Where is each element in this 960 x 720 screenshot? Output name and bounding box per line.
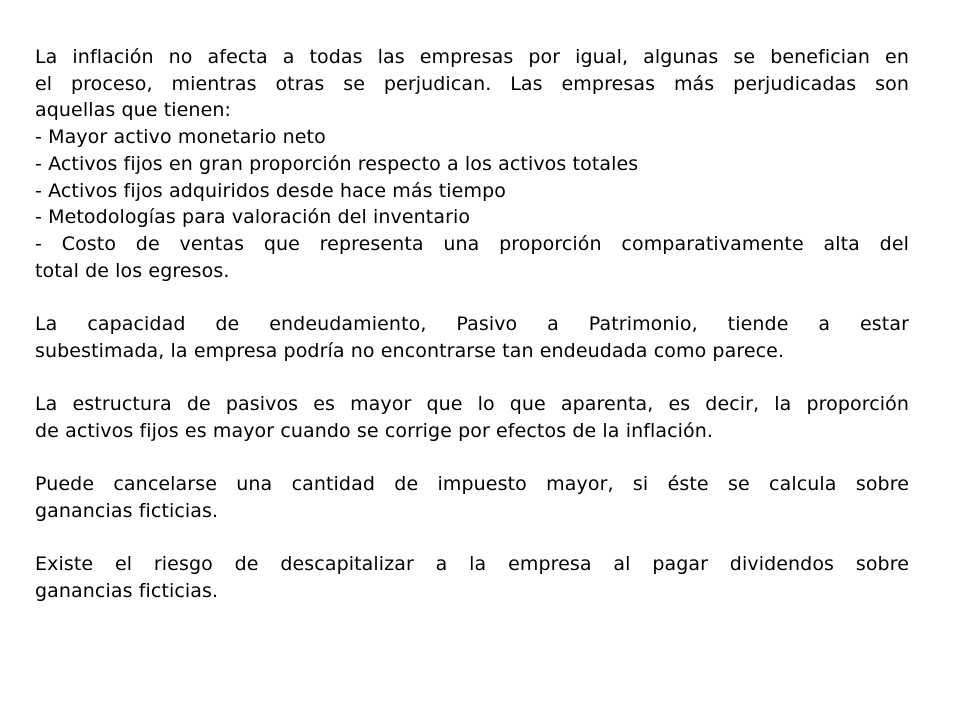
paragraph-liability-structure	[35, 391, 909, 444]
paragraph-debt-capacity	[35, 311, 909, 364]
text-line: La estructura de pasivos es mayor que lo que aparenta, es decir, la proporción	[35, 393, 909, 416]
document-body	[35, 44, 909, 605]
list-item: - Activos fijos adquiridos desde hace más tiempo	[35, 179, 506, 202]
list-item: - Metodologías para valoración del inventario	[35, 206, 471, 229]
list-item: - Mayor activo monetario neto	[35, 126, 326, 149]
paragraph-decapitalization	[35, 551, 909, 604]
list-item: - Costo de ventas que representa una proporción comparativamente alta del	[35, 232, 909, 255]
text-line: La inflación no afecta a todas las empresas por igual, algunas se benefician en	[35, 46, 909, 68]
paragraph-taxes	[35, 471, 909, 524]
text-line: aquellas que tienen:	[35, 99, 231, 122]
text-line: La capacidad de endeudamiento, Pasivo a Patrimonio, tiende a estar	[35, 313, 909, 336]
text-line: ganancias ficticias.	[35, 499, 219, 522]
text-line: Existe el riesgo de descapitalizar a la empresa al pagar dividendos sobre	[35, 553, 909, 576]
text-line: de activos fijos es mayor cuando se corrige por efectos de la inflación.	[35, 419, 714, 442]
text-line: subestimada, la empresa podría no encontrarse tan endeudada como parece.	[35, 339, 785, 362]
paragraph-inflation-effects	[35, 44, 909, 284]
text-line: el proceso, mientras otras se perjudican. Las empresas más perjudicadas son	[35, 72, 909, 95]
text-line: Puede cancelarse una cantidad de impuesto mayor, si éste se calcula sobre	[35, 473, 909, 496]
text-line: ganancias ficticias.	[35, 580, 219, 602]
list-item: - Activos fijos en gran proporción respecto a los activos totales	[35, 152, 639, 175]
list-item-continuation: total de los egresos.	[35, 259, 230, 282]
